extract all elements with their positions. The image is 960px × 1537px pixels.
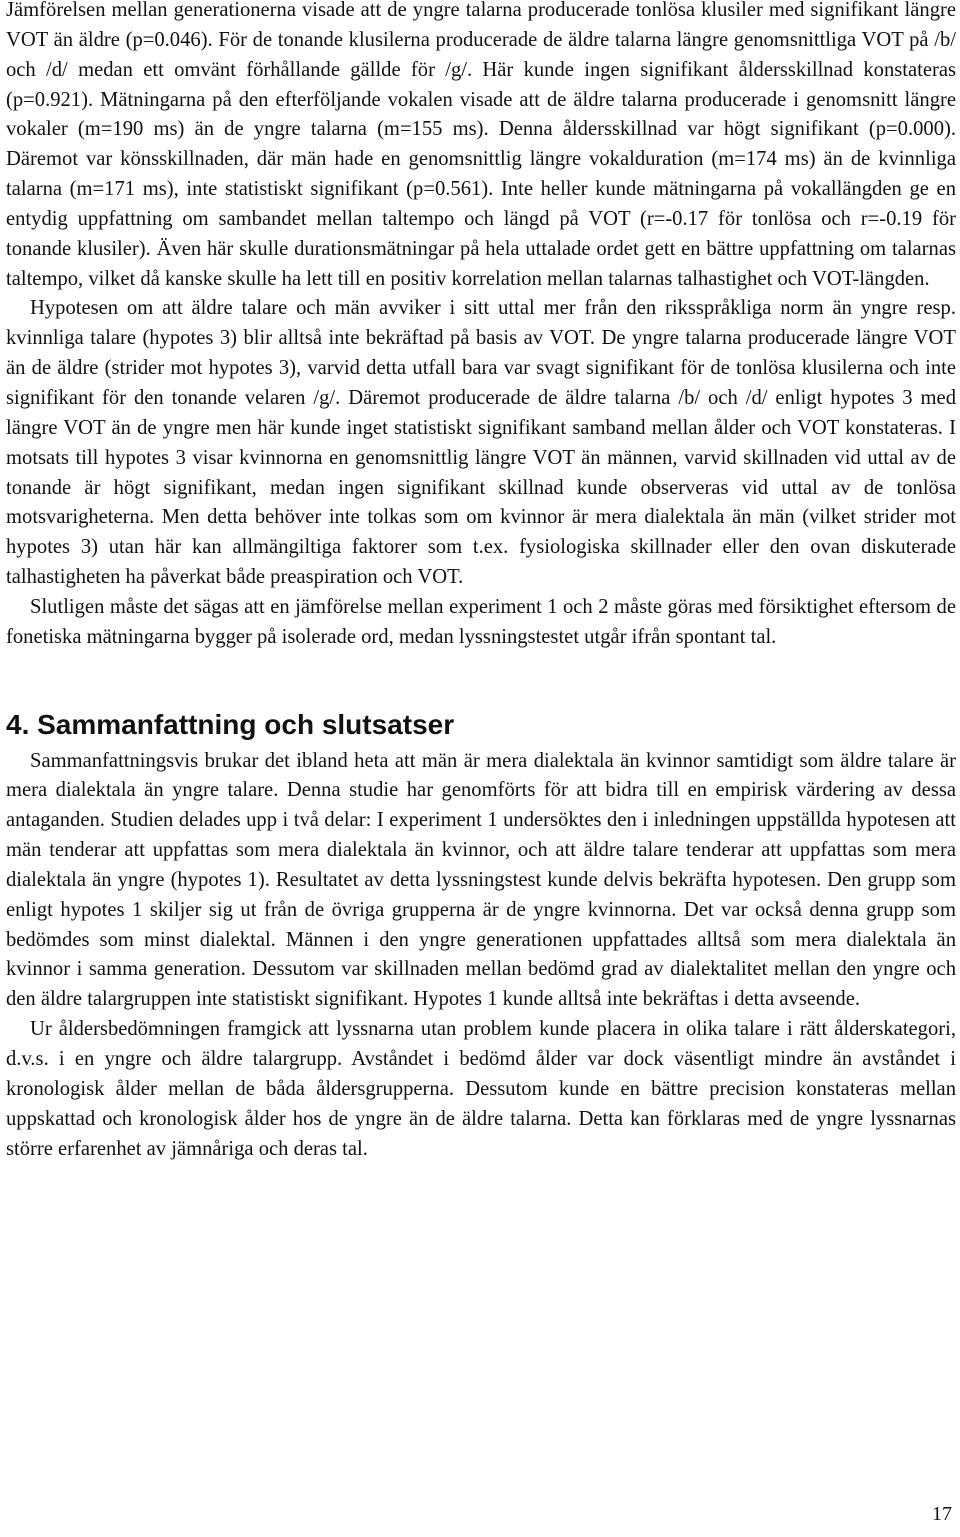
section-heading: 4. Sammanfattning och slutsatser [6, 708, 455, 740]
results-paragraph-vot-age: Jämförelsen mellan generationerna visade att de yngre talarna producerade tonlösa klusiler med signifikant längre VOT än äldre (p=0.046). För de tonande klusilerna producerade de äldre talarna längre genomsnittliga VOT på /b/ och /d/ medan ett omvänt förhållande gällde för /g/. Här kunde ingen signifikant åldersskillnad konstateras (p=0.921). Mätningarna på den efterföljande vokalen visade att de äldre talarna producerade i genomsnitt längre vokaler (m=190 ms) än de yngre talarna (m=155 ms). Denna åldersskillnad var högt signifikant (p=0.000). Däremot var könsskillnaden, där män hade en genomsnittlig längre vokalduration (m=174 ms) än de kvinnliga talarna (m=171 ms), inte statistiskt signifikant (p=0.561). Inte heller kunde mätningarna på vokallängden ge en entydig uppfattning om sambandet mellan taltempo och längd på VOT (r=-0.17 för tonlösa och r=-0.19 för tonande klusiler). Även här skulle durationsmätningar på hela uttalade ordet gett en bättre uppfattning om talarnas taltempo, vilket då kanske skulle ha lett till en positiv korrelation mellan talarnas talhastighet och VOT-längden. [6, 0, 956, 290]
age-judgement-paragraph: Ur åldersbedömningen framgick att lyssnarna utan problem kunde placera in olika talare i rätt ålderskategori, d.v.s. i en yngre och äldre talargrupp. Avståndet i bedömd ålder var dock väsentligt mindre än avståndet i kronologisk ålder mellan de båda åldersgrupperna. Dessutom kunde en bättre precision konstateras mellan uppskattad och kronologisk ålder hos de yngre än de äldre talarna. Detta kan förklaras med de yngre lyssnarnas större erfarenhet av jämnåriga och deras tal. [6, 1018, 956, 1160]
page-number: 17 [932, 1503, 952, 1525]
summary-paragraph: Sammanfattningsvis brukar det ibland heta att män är mera dialektala än kvinnor samtidigt som äldre talare är mera dialektala än yngre talare. Denna studie har genomförts för att bidra till en empirisk värdering av dessa antaganden. Studien delades upp i två delar: I experiment 1 undersöktes den i inledningen uppställda hypotesen att män tenderar att uppfattas som mera dialektala än kvinnor, och att äldre talare tenderar att uppfattas som mera dialektala än yngre (hypotes 1). Resultatet av detta lyssningstest kunde delvis bekräfta hypotesen. Den grupp som enligt hypotes 1 skiljer sig ut från de övriga grupperna är de yngre kvinnorna. Det var också denna grupp som bedömdes som minst dialektal. Männen i den yngre generationen uppfattades alltså som mera dialektala än kvinnor i samma generation. Dessutom var skillnaden mellan bedömd grad av dialektalitet mellan den yngre och den äldre talargruppen inte statistiskt signifikant. Hypotes 1 kunde alltså inte bekräftas i detta avseende. [6, 749, 956, 1011]
hypothesis-3-paragraph: Hypotesen om att äldre talare och män avviker i sitt uttal mer från den riksspråkliga norm än yngre resp. kvinnliga talare (hypotes 3) blir alltså inte bekräftad på basis av VOT. De yngre talarna producerade längre VOT än de äldre (strider mot hypotes 3), varvid detta utfall bara var svagt signifikant för de tonlösa klusilerna och inte signifikant för den tonande velaren /g/. Däremot producerade de äldre talarna /b/ och /d/ enligt hypotes 3 med längre VOT än de yngre men här kunde inget statistiskt signifikant samband mellan ålder och VOT konstateras. I motsats till hypotes 3 visar kvinnorna en genomsnittlig längre VOT än männen, varvid skillnaden vid uttal av de tonande är högt signifikant, medan ingen signifikant skillnad kunde observeras vid uttal av de tonlösa motsvarigheterna. Men detta behöver inte tolkas som om kvinnor är mera dialektala än män (vilket strider mot hypotes 3) utan här kan allmängiltiga faktorer som t.ex. fysiologiska skillnader eller den ovan diskuterade talhastigheten ha påverkat både preaspiration och VOT. [6, 297, 956, 589]
document-page [6, 0, 956, 1164]
comparison-caveat-paragraph: Slutligen måste det sägas att en jämförelse mellan experiment 1 och 2 måste göras med försiktighet eftersom de fonetiska mätningarna bygger på isolerade ord, medan lyssningstestet utgår ifrån spontant tal. [6, 595, 956, 648]
